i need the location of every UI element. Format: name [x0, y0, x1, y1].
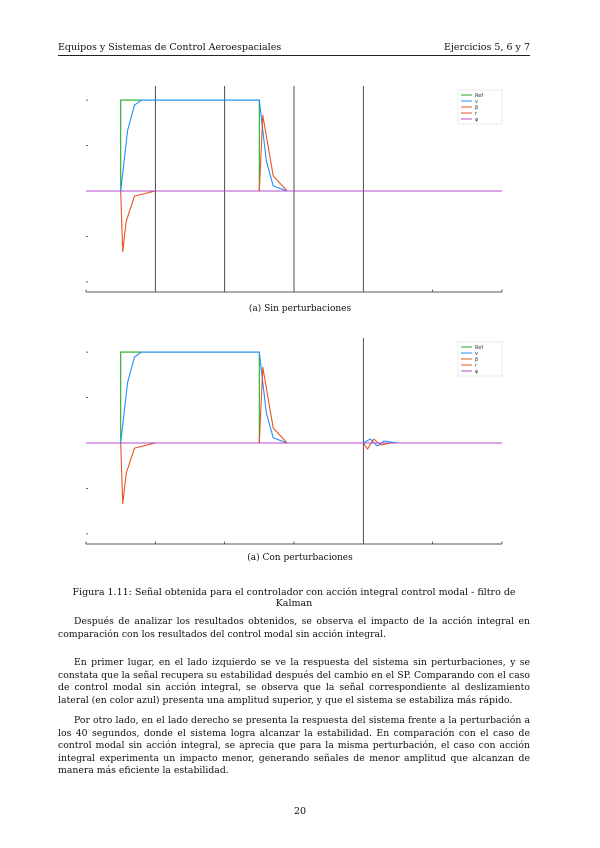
running-header-section: Ejercicios 5, 6 y 7 [444, 42, 530, 53]
legend-label: Ref [475, 93, 484, 99]
paragraph-2: En primer lugar, en el lado izquierdo se ve la respuesta del sistema sin perturbaciones, y se constata que la señal recupera su estabilidad después del cambio en el SP. Comparando con el caso de control modal sin acción integral, se observa que la señal correspondiente al deslizamiento lateral (en color azul) presenta una amplitud superior, y que el sistema se estabiliza más rápido. [58, 657, 530, 706]
chart-without-disturbance [80, 82, 520, 304]
series-line-v [121, 352, 502, 446]
figure-without-disturbance [80, 82, 520, 304]
legend-label: v [475, 99, 478, 105]
paragraph-3: Por otro lado, en el lado derecho se presenta la respuesta del sistema frente a la perturbación a los 40 segundos, donde el sistema logra alcanzar la estabilidad. En comparación con el caso de control modal sin acción integral, se aprecia que para la misma perturbación, el caso con acción integral experimenta un impacto menor, generando señales de menor amplitud que alcanzan de manera más eficiente la estabilidad. [58, 715, 530, 777]
legend-label: β [475, 105, 479, 111]
legend-label: φ [475, 369, 479, 375]
legend-label: v [475, 351, 478, 357]
figure-with-disturbance [80, 334, 520, 556]
paragraph-1: Después de analizar los resultados obtenidos, se observa el impacto de la acción integral en comparación con los resultados del control modal sin acción integral. [58, 616, 530, 640]
running-header-title: Equipos y Sistemas de Control Aeroespaciales [58, 42, 282, 53]
series-line-v [121, 100, 502, 191]
page-number: 20 [293, 806, 307, 817]
legend-label: φ [475, 117, 479, 123]
legend-label: r [475, 363, 478, 369]
legend-label: β [475, 357, 479, 363]
series-line-Ref [86, 352, 502, 443]
series-line-β [121, 115, 502, 251]
legend-label: Ref [475, 345, 484, 351]
header-rule [58, 55, 530, 56]
chart-with-disturbance [80, 334, 520, 556]
subcaption-with-disturbance: (a) Con perturbaciones [247, 553, 353, 563]
figure-caption: Figura 1.11: Señal obtenida para el controlador con acción integral control modal - filtro de Kalman [72, 587, 516, 609]
series-line-β [121, 367, 502, 503]
subcaption-without-disturbance: (a) Sin perturbaciones [248, 304, 352, 314]
legend-label: r [475, 111, 478, 117]
